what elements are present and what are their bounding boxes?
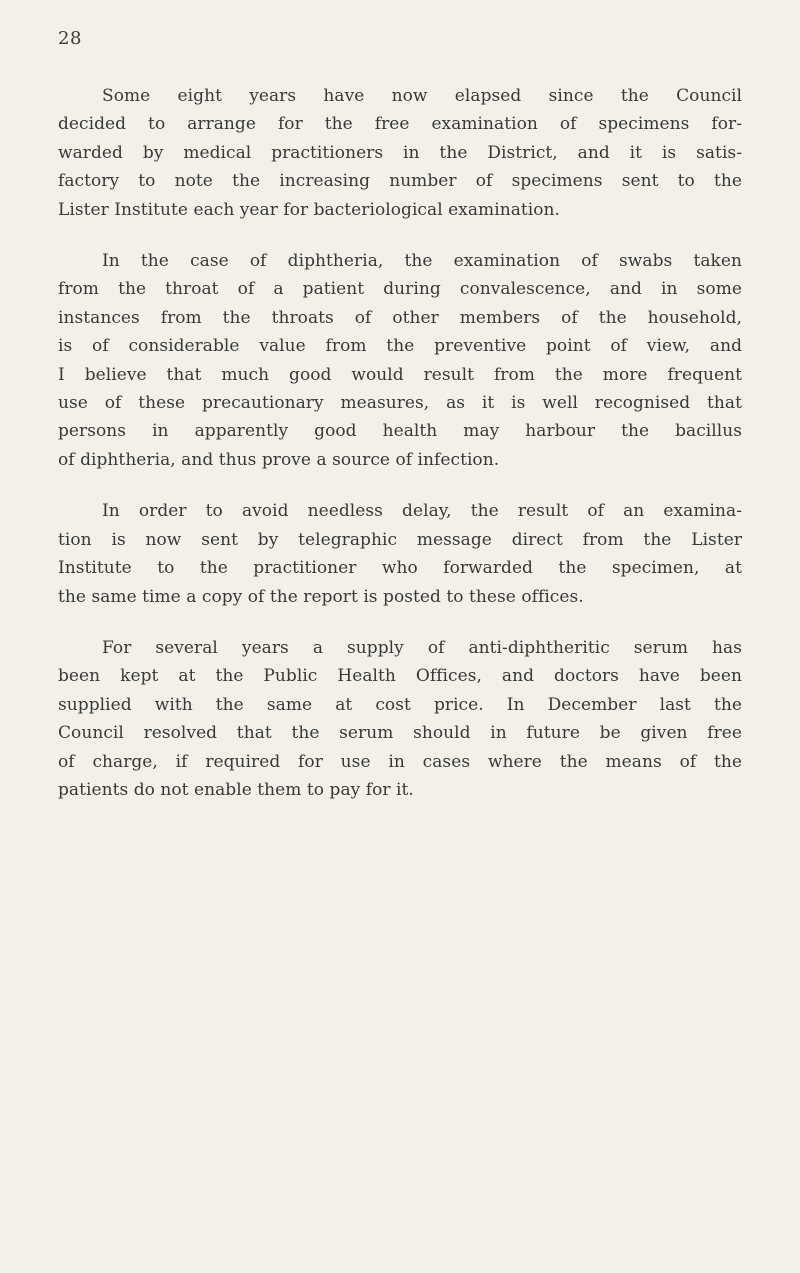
paragraph-line: patients do not enable them to pay for it. [58,779,414,800]
paragraph-2 [58,247,742,474]
paragraph-line: persons in apparently good health may harbour the bacillus [58,421,742,442]
paragraph-line: For several years a supply of anti-diphtheritic serum has [102,637,742,658]
paragraph-line: of diphtheria, and thus prove a source of infection. [58,449,500,470]
paragraph-line: use of these precautionary measures, as it is well recognised that [58,393,742,414]
paragraph-line: Council resolved that the serum should in future be given free [58,723,742,744]
paragraph-3 [58,497,742,611]
paragraph-line: In the case of diphtheria, the examination of swabs taken [102,251,742,272]
paragraph-line: decided to arrange for the free examination of specimens for- [58,114,742,135]
paragraph-1 [58,82,742,224]
paragraph-line: the same time a copy of the report is posted to these offices. [58,586,584,607]
paragraph-line: from the throat of a patient during convalescence, and in some [58,279,742,300]
paragraph-line: of charge, if required for use in cases where the means of the [58,751,742,772]
paragraph-line: supplied with the same at cost price. In December last the [58,694,742,715]
paragraph-line: Lister Institute each year for bacteriological examination. [58,199,561,220]
paragraph-line: instances from the throats of other members of the household, [58,307,742,328]
paragraph-line: Some eight years have now elapsed since the Council [102,86,742,106]
paragraph-line: Institute to the practitioner who forwarded the specimen, at [58,558,742,579]
paragraph-4 [58,634,742,804]
body-text [58,82,742,827]
paragraph-line: been kept at the Public Health Offices, and doctors have been [58,666,742,687]
paragraph-line: tion is now sent by telegraphic message direct from the Lister [58,529,742,550]
paragraph-line: In order to avoid needless delay, the result of an examina- [102,501,742,522]
paragraph-line: warded by medical practitioners in the District, and it is satis- [58,142,742,163]
paragraph-line: is of considerable value from the preventive point of view, and [58,336,742,357]
paragraph-line: factory to note the increasing number of specimens sent to the [58,171,742,192]
paragraph-line: I believe that much good would result from the more frequent [58,364,742,385]
page-number: 28 [58,28,82,49]
